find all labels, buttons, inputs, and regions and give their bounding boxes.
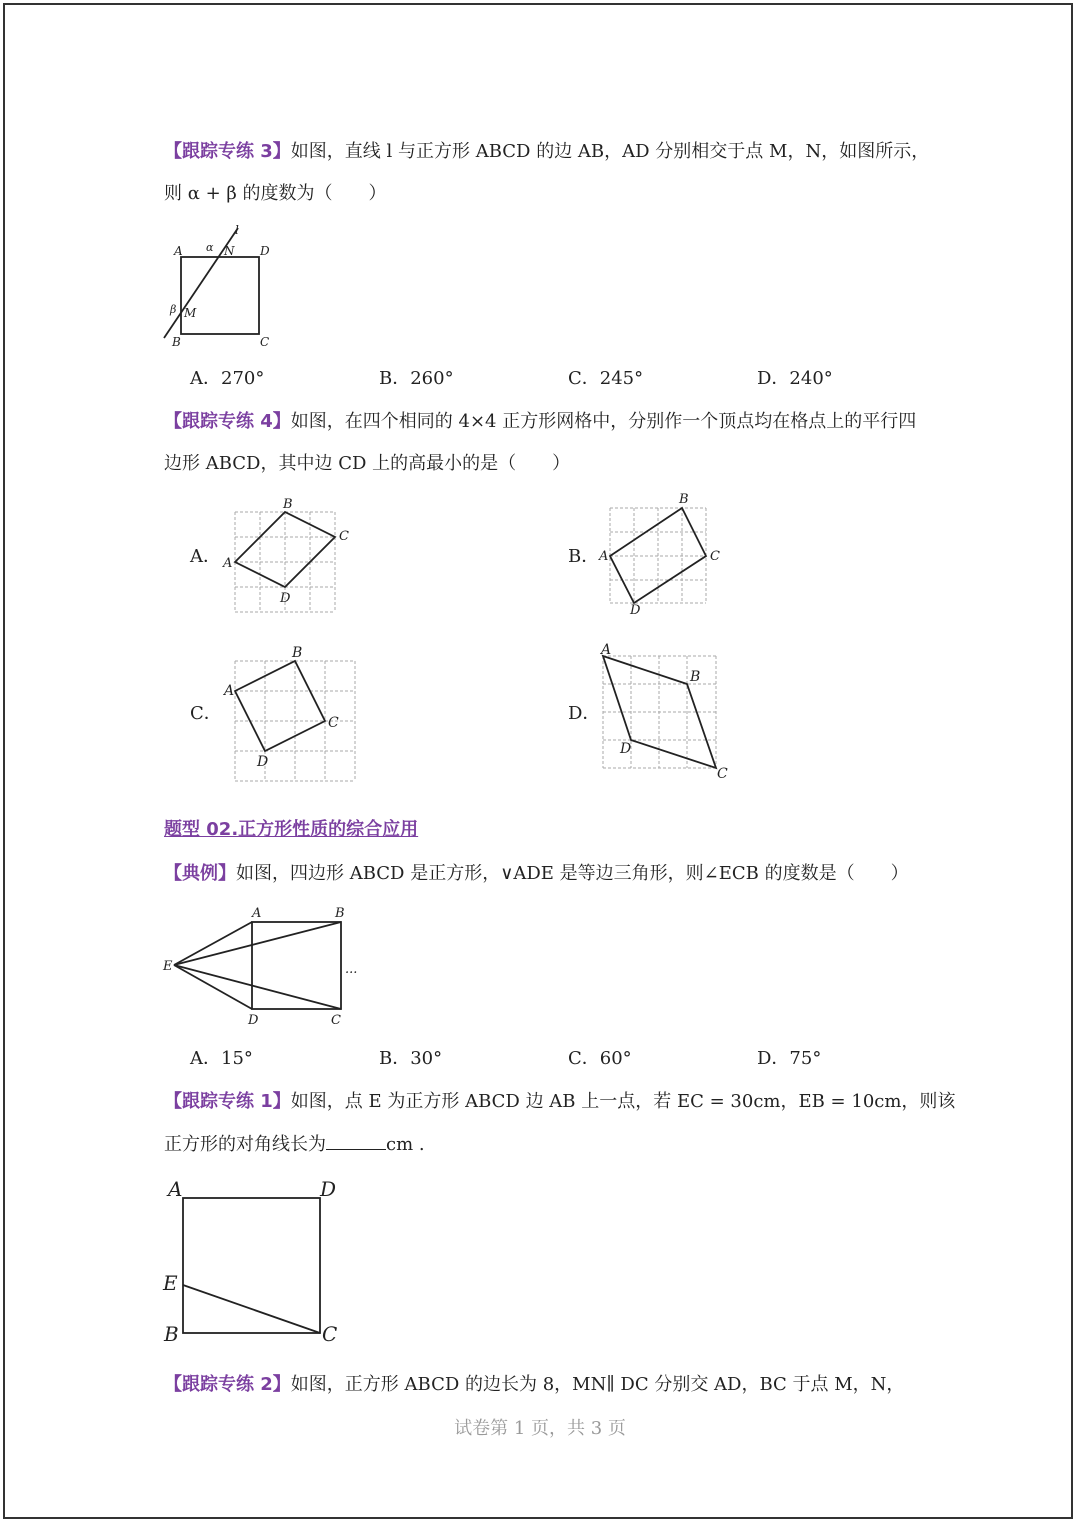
problem1-text2-post: cm .	[386, 1134, 425, 1155]
pd-label-A: A	[601, 642, 612, 658]
example-line1	[164, 861, 909, 887]
problem3-option-d[interactable]: D．240°	[757, 368, 833, 389]
p3-label-beta: β	[170, 303, 177, 316]
problem3-figure	[150, 222, 290, 352]
problem4-figure-b	[598, 490, 728, 620]
problem3-line1	[164, 139, 929, 165]
p3-label-l: l	[235, 223, 239, 237]
example-option-d[interactable]: D．75°	[757, 1048, 822, 1069]
p3-label-M: M	[184, 306, 197, 320]
problem1-line1	[164, 1089, 955, 1115]
ex-label-C: C	[331, 1013, 341, 1028]
p1-label-B: B	[164, 1322, 179, 1346]
p3-label-B: B	[172, 335, 181, 349]
example-tag: 【典例】	[164, 863, 236, 884]
problem1-figure	[158, 1170, 358, 1350]
pc-label-D: D	[257, 754, 269, 770]
problem2-line1	[164, 1372, 904, 1398]
pc-label-A: A	[224, 683, 235, 699]
problem4-figure-a	[222, 495, 362, 620]
pa-label-A: A	[223, 556, 233, 571]
problem1-text2-pre: 正方形的对角线长为	[164, 1134, 326, 1155]
problem4-option-c[interactable]: C．	[190, 703, 222, 724]
pd-label-D: D	[620, 741, 632, 757]
ex-label-B: B	[335, 906, 345, 921]
problem3-text1: 如图，直线 l 与正方形 ABCD 的边 AB，AD 分别相交于点 M，N，如图所示，	[290, 141, 930, 162]
p1-label-C: C	[322, 1322, 338, 1346]
pb-label-C: C	[710, 549, 720, 564]
problem2-text1: 如图，正方形 ABCD 的边长为 8，MN∥ DC 分别交 AD，BC 于点 M，N，	[290, 1374, 905, 1395]
pd-label-B: B	[690, 669, 701, 685]
problem3-option-c[interactable]: C．245°	[568, 368, 644, 389]
pb-label-A: A	[599, 549, 609, 564]
pb-label-D: D	[630, 603, 641, 618]
problem4-option-a[interactable]: A．	[190, 546, 221, 567]
problem4-option-b[interactable]: B．	[568, 546, 600, 567]
answer-blank[interactable]	[326, 1131, 386, 1150]
p3-label-C: C	[260, 335, 270, 349]
problem4-text1: 如图，在四个相同的 4×4 正方形网格中，分别作一个顶点均在格点上的平行四	[290, 411, 917, 432]
problem4-line2: 边形 ABCD，其中边 CD 上的高最小的是（ ）	[164, 453, 571, 474]
problem1-line2	[164, 1131, 425, 1158]
page-footer: 试卷第 1 页，共 3 页	[454, 1418, 626, 1439]
problem2-tag: 【跟踪专练 2】	[164, 1374, 291, 1395]
problem4-line1	[164, 409, 916, 435]
example-text1: 如图，四边形 ABCD 是正方形，∨ADE 是等边三角形，则∠ECB 的度数是（ ）	[236, 863, 909, 884]
problem3-line2: 则 α + β 的度数为（ ）	[164, 183, 387, 204]
problem4-option-d[interactable]: D．	[568, 703, 601, 724]
p3-label-alpha: α	[206, 241, 214, 254]
problem3-option-a[interactable]: A．270°	[190, 368, 265, 389]
example-figure	[160, 900, 380, 1030]
pa-label-D: D	[280, 591, 291, 606]
problem3-option-b[interactable]: B．260°	[379, 368, 454, 389]
p3-label-N: N	[224, 244, 235, 258]
problem4-tag: 【跟踪专练 4】	[164, 411, 291, 432]
problem1-text1: 如图，点 E 为正方形 ABCD 边 AB 上一点，若 EC = 30cm，EB = 10cm，则该	[290, 1091, 956, 1112]
pa-label-B: B	[283, 497, 293, 512]
pc-label-B: B	[292, 645, 303, 661]
pc-label-C: C	[328, 715, 339, 731]
ex-label-A: A	[252, 906, 262, 921]
ex-dots: ...	[345, 962, 358, 977]
p1-label-E: E	[163, 1271, 178, 1295]
problem1-tag: 【跟踪专练 1】	[164, 1091, 291, 1112]
pb-label-B: B	[679, 492, 689, 507]
pd-label-C: C	[717, 766, 728, 782]
p1-label-D: D	[320, 1177, 337, 1201]
p3-label-D: D	[260, 244, 270, 258]
problem3-tag: 【跟踪专练 3】	[164, 141, 291, 162]
p1-label-A: A	[168, 1177, 183, 1201]
problem4-figure-d	[598, 640, 738, 785]
example-option-c[interactable]: C．60°	[568, 1048, 632, 1069]
p3-label-A: A	[174, 244, 183, 258]
problem4-figure-c	[222, 645, 367, 785]
ex-label-E: E	[163, 959, 173, 974]
section-heading: 题型 02.正方形性质的综合应用	[164, 819, 419, 840]
pa-label-C: C	[339, 529, 349, 544]
example-option-a[interactable]: A．15°	[190, 1048, 253, 1069]
example-option-b[interactable]: B．30°	[379, 1048, 443, 1069]
ex-label-D: D	[248, 1013, 259, 1028]
